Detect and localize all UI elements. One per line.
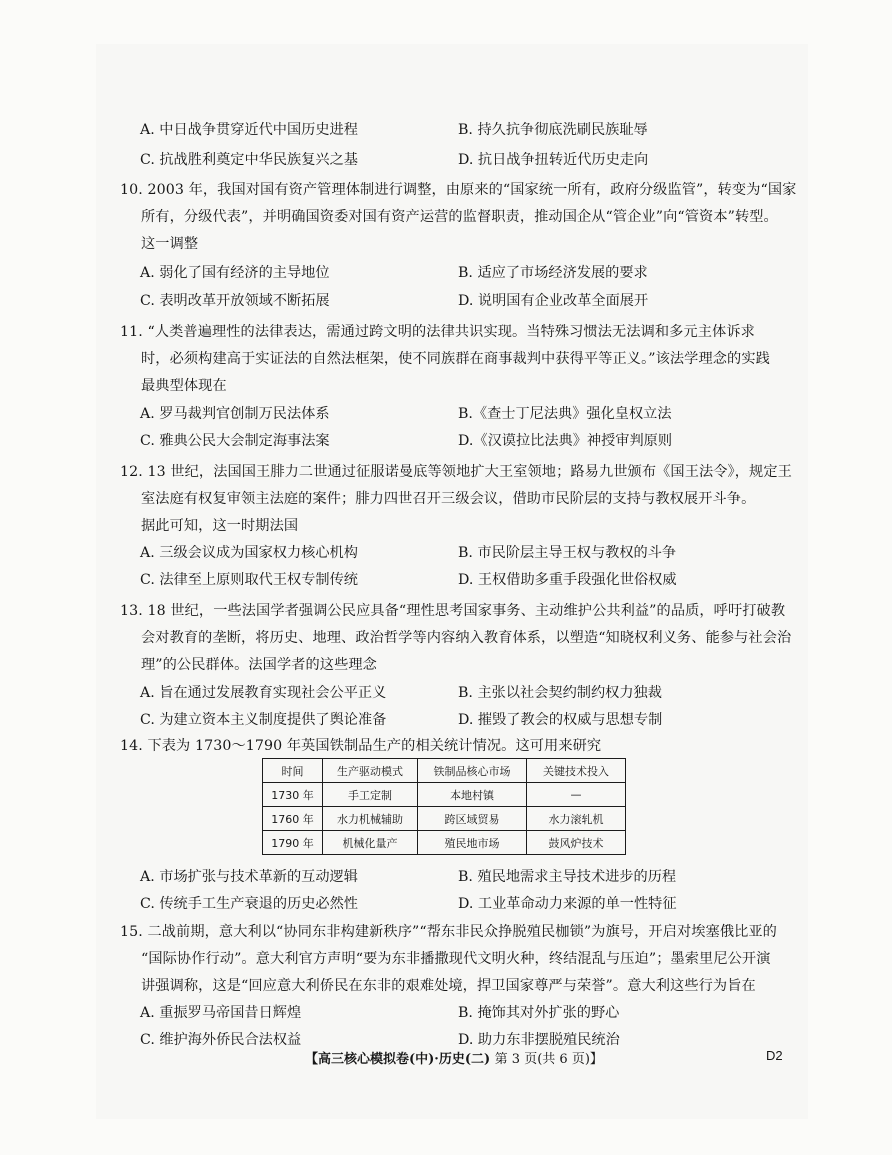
- q14-option-a: A. 市场扩张与技术革新的互动逻辑: [140, 869, 358, 885]
- q11-stem-line-2: 时，必须构建高于实证法的自然法框架，使不同族群在商事裁判中获得平等正义。”该法学理念的实践: [141, 351, 770, 367]
- q13-option-c: C. 为建立资本主义制度提供了舆论准备: [140, 712, 387, 728]
- table-cell: —: [527, 783, 626, 807]
- iron-production-table: [262, 758, 626, 855]
- q10-option-a: A. 弱化了国有经济的主导地位: [140, 265, 330, 281]
- footer-page-number: 第 3 页(共 6 页)】: [494, 1052, 603, 1067]
- table-row: [263, 783, 626, 807]
- q12-stem-line-2: 室法庭有权复审领主法庭的案件；腓力四世召开三级会议，借助市民阶层的支持与教权展开斗争。: [141, 491, 756, 507]
- table-cell: 水力滚轧机: [527, 807, 626, 831]
- q10-option-d: D. 说明国有企业改革全面展开: [458, 293, 649, 309]
- q15-stem-line-3: 讲强调称，这是“回应意大利侨民在东非的艰难处境，捍卫国家尊严与荣誉”。意大利这些行为旨在: [141, 978, 756, 994]
- table-cell: 跨区域贸易: [418, 807, 527, 831]
- table-header-cell: 铁制品核心市场: [418, 759, 527, 783]
- q14-option-b: B. 殖民地需求主导技术进步的历程: [458, 869, 677, 885]
- q10-option-c: C. 表明改革开放领域不断拓展: [140, 293, 330, 309]
- table-header-cell: 生产驱动模式: [323, 759, 418, 783]
- footer-title: 【高三核心模拟卷(中)·历史(二): [305, 1052, 491, 1067]
- q12-option-a: A. 三级会议成为国家权力核心机构: [140, 545, 358, 561]
- table-header-cell: 时间: [263, 759, 323, 783]
- q13-option-a: A. 旨在通过发展教育实现社会公平正义: [140, 685, 387, 701]
- table-cell: 1760 年: [263, 807, 323, 831]
- table-row: [263, 807, 626, 831]
- q12-option-b: B. 市民阶层主导王权与教权的斗争: [458, 545, 677, 561]
- paper-code: D2: [766, 1048, 783, 1063]
- table-cell: 机械化量产: [323, 831, 418, 855]
- q10-stem-line-3: 这一调整: [141, 236, 199, 252]
- table-cell: 鼓风炉技术: [527, 831, 626, 855]
- table-cell: 本地村镇: [418, 783, 527, 807]
- q11-option-a: A. 罗马裁判官创制万民法体系: [140, 406, 330, 422]
- q10-stem-line-2: 所有，分级代表”，并明确国资委对国有资产运营的监督职责，推动国企从“管企业”向“管资本”转型。: [141, 209, 778, 225]
- option-b: B. 持久抗争彻底洗刷民族耻辱: [458, 122, 648, 138]
- q15-option-b: B. 掩饰其对外扩张的野心: [458, 1005, 620, 1021]
- q13-option-b: B. 主张以社会契约制约权力独裁: [458, 685, 662, 701]
- q11-stem-line-1: 11. “人类普遍理性的法律表达，需通过跨文明的法律共识实现。当特殊习惯法无法调和多元主体诉求: [120, 324, 755, 340]
- table-row: [263, 831, 626, 855]
- q11-option-d: D.《汉谟拉比法典》神授审判原则: [458, 433, 673, 449]
- table-header-row: [263, 759, 626, 783]
- q11-option-b: B.《查士丁尼法典》强化皇权立法: [458, 406, 672, 422]
- page-footer: [305, 1048, 603, 1067]
- q15-option-c: C. 维护海外侨民合法权益: [140, 1032, 302, 1048]
- q12-stem-line-3: 据此可知，这一时期法国: [141, 518, 299, 534]
- q15-option-a: A. 重振罗马帝国昔日辉煌: [140, 1005, 302, 1021]
- table-cell: 水力机械辅助: [323, 807, 418, 831]
- q13-option-d: D. 摧毁了教会的权威与思想专制: [458, 712, 663, 728]
- q12-stem-line-1: 12. 13 世纪，法国国王腓力二世通过征服诺曼底等领地扩大王室领地；路易九世颁布《国王法令》，规定王: [120, 464, 792, 480]
- q15-stem-line-1: 15. 二战前期，意大利以“协同东非构建新秩序”“帮东非民众挣脱殖民枷锁”为旗号，开启对埃塞俄比亚的: [120, 924, 777, 940]
- table-cell: 1730 年: [263, 783, 323, 807]
- table-cell: 手工定制: [323, 783, 418, 807]
- q12-option-d: D. 王权借助多重手段强化世俗权威: [458, 572, 677, 588]
- q10-stem-line-1: 10. 2003 年，我国对国有资产管理体制进行调整，由原来的“国家统一所有，政府分级监管”，转变为“国家: [120, 182, 797, 198]
- option-a: A. 中日战争贯穿近代中国历史进程: [140, 122, 358, 138]
- q14-option-d: D. 工业革命动力来源的单一性特征: [458, 896, 677, 912]
- q14-stem-line-1: 14. 下表为 1730～1790 年英国铁制品生产的相关统计情况。这可用来研究: [120, 738, 602, 754]
- q15-option-d: D. 助力东非摆脱殖民统治: [458, 1032, 620, 1048]
- q13-stem-line-1: 13. 18 世纪，一些法国学者强调公民应具备“理性思考国家事务、主动维护公共利益”的品质，呼吁打破教: [120, 603, 786, 619]
- q12-option-c: C. 法律至上原则取代王权专制传统: [140, 572, 358, 588]
- q13-stem-line-2: 会对教育的垄断，将历史、地理、政治哲学等内容纳入教育体系，以塑造“知晓权利义务、能参与社会治: [141, 630, 792, 646]
- table-header-cell: 关键技术投入: [527, 759, 626, 783]
- q13-stem-line-3: 理”的公民群体。法国学者的这些理念: [141, 657, 377, 673]
- q14-option-c: C. 传统手工生产衰退的历史必然性: [140, 896, 358, 912]
- option-d: D. 抗日战争扭转近代历史走向: [458, 152, 649, 168]
- q11-option-c: C. 雅典公民大会制定海事法案: [140, 433, 330, 449]
- table-cell: 殖民地市场: [418, 831, 527, 855]
- q10-option-b: B. 适应了市场经济发展的要求: [458, 265, 648, 281]
- q11-stem-line-3: 最典型体现在: [141, 378, 227, 394]
- q15-stem-line-2: “国际协作行动”。意大利官方声明“要为东非播撒现代文明火种，终结混乱与压迫”；墨索里尼公开演: [141, 951, 771, 967]
- table-cell: 1790 年: [263, 831, 323, 855]
- option-c: C. 抗战胜利奠定中华民族复兴之基: [140, 152, 358, 168]
